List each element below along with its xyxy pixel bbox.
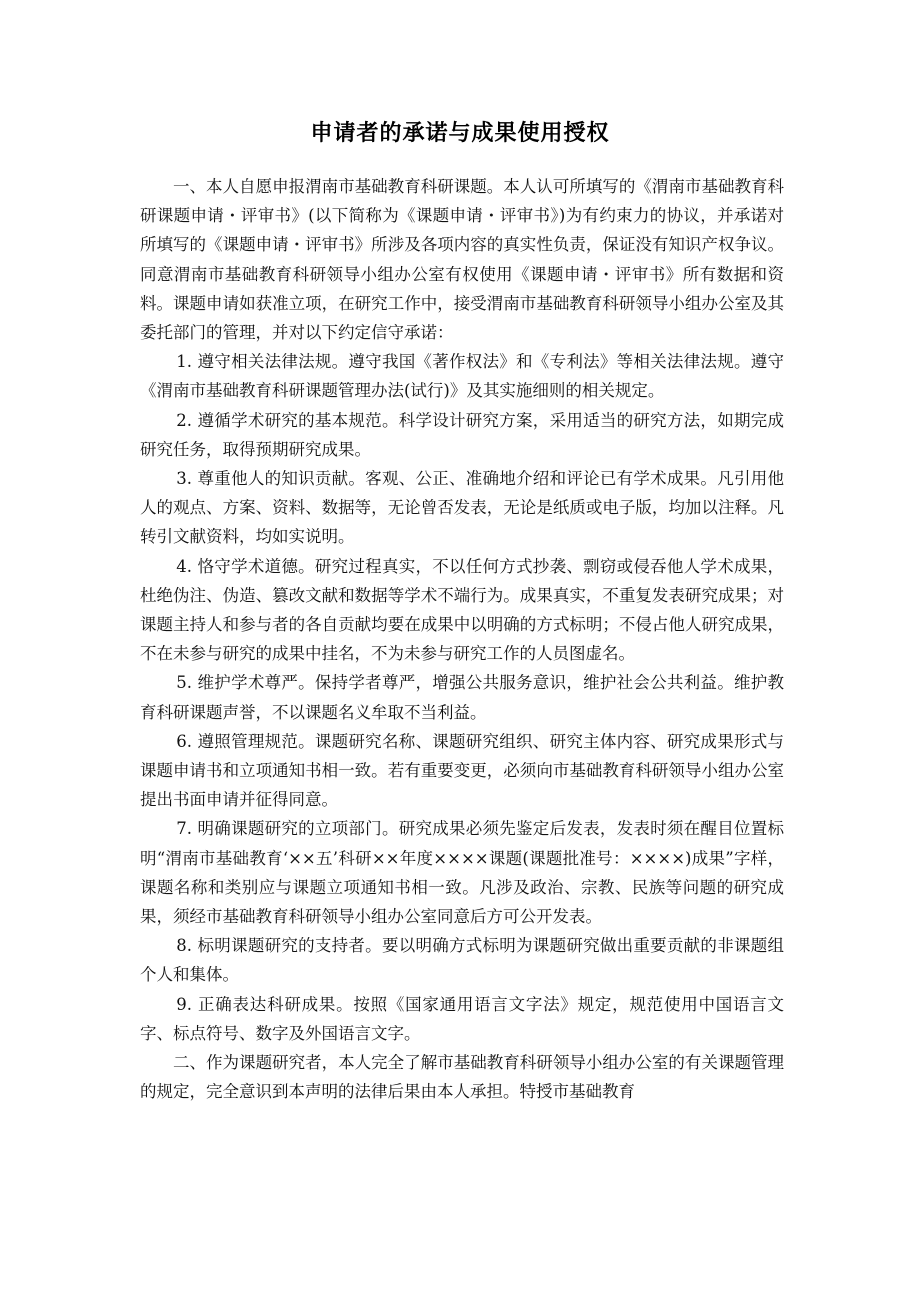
paragraph-section-2: 二、作为课题研究者，本人完全了解市基础教育科研领导小组办公室的有关课题管理的规定，完全意识到本声明的法律后果由本人承担。特授市基础教育 [140, 1053, 784, 1102]
paragraph-item-3: 3. 尊重他人的知识贡献。客观、公正、准确地介绍和评论已有学术成果。凡引用他人的观点、方案、资料、数据等，无论曾否发表，无论是纸质或电子版，均加以注释。凡转引文献资料，均如实说明。 [140, 469, 784, 547]
paragraph-item-5: 5. 维护学术尊严。保持学者尊严，增强公共服务意识，维护社会公共利益。维护教育科研课题声誉，不以课题名义牟取不当利益。 [140, 673, 784, 722]
paragraph-item-7: 7. 明确课题研究的立项部门。研究成果必须先鉴定后发表，发表时须在醒目位置标明“渭南市基础教育‘××五’科研××年度××××课题(课题批准号：××××)成果”字样，课题名称和类别应与课题立项通知书相一致。凡涉及政治、宗教、民族等问题的研究成果，须经市基础教育科研领导小组办公室同意后方可公开发表。 [140, 819, 784, 927]
paragraph-item-4: 4. 恪守学术道德。研究过程真实，不以任何方式抄袭、剽窃或侵吞他人学术成果，杜绝伪注、伪造、篡改文献和数据等学术不端行为。成果真实，不重复发表研究成果；对课题主持人和参与者的各自贡献均要在成果中以明确的方式标明；不侵占他人研究成果，不在未参与研究的成果中挂名，不为未参与研究工作的人员图虚名。 [140, 556, 784, 664]
paragraph-section-1: 一、本人自愿申报渭南市基础教育科研课题。本人认可所填写的《渭南市基础教育科研课题申请・评审书》(以下简称为《课题申请・评审书》)为有约束力的协议，并承诺对所填写的《课题申请・评审书》所涉及各项内容的真实性负责，保证没有知识产权争议。同意渭南市基础教育科研领导小组办公室有权使用《课题申请・评审书》所有数据和资料。课题申请如获准立项，在研究工作中，接受渭南市基础教育科研领导小组办公室及其委托部门的管理，并对以下约定信守承诺： [140, 177, 784, 343]
paragraph-item-6: 6. 遵照管理规范。课题研究名称、课题研究组织、研究主体内容、研究成果形式与课题申请书和立项通知书相一致。若有重要变更，必须向市基础教育科研领导小组办公室提出书面申请并征得同意。 [140, 731, 784, 810]
paragraph-item-9: 9. 正确表达科研成果。按照《国家通用语言文字法》规定，规范使用中国语言文字、标点符号、数字及外国语言文字。 [140, 994, 784, 1043]
paragraph-item-1: 1. 遵守相关法律法规。遵守我国《著作权法》和《专利法》等相关法律法规。遵守《渭南市基础教育科研课题管理办法(试行)》及其实施细则的相关规定。 [140, 352, 784, 401]
page-title: 申请者的承诺与成果使用授权 [310, 121, 610, 146]
paragraph-item-2: 2. 遵循学术研究的基本规范。科学设计研究方案，采用适当的研究方法，如期完成研究任务，取得预期研究成果。 [140, 410, 784, 459]
document-body [140, 172, 784, 1107]
paragraph-item-8: 8. 标明课题研究的支持者。要以明确方式标明为课题研究做出重要贡献的非课题组个人和集体。 [140, 936, 784, 985]
